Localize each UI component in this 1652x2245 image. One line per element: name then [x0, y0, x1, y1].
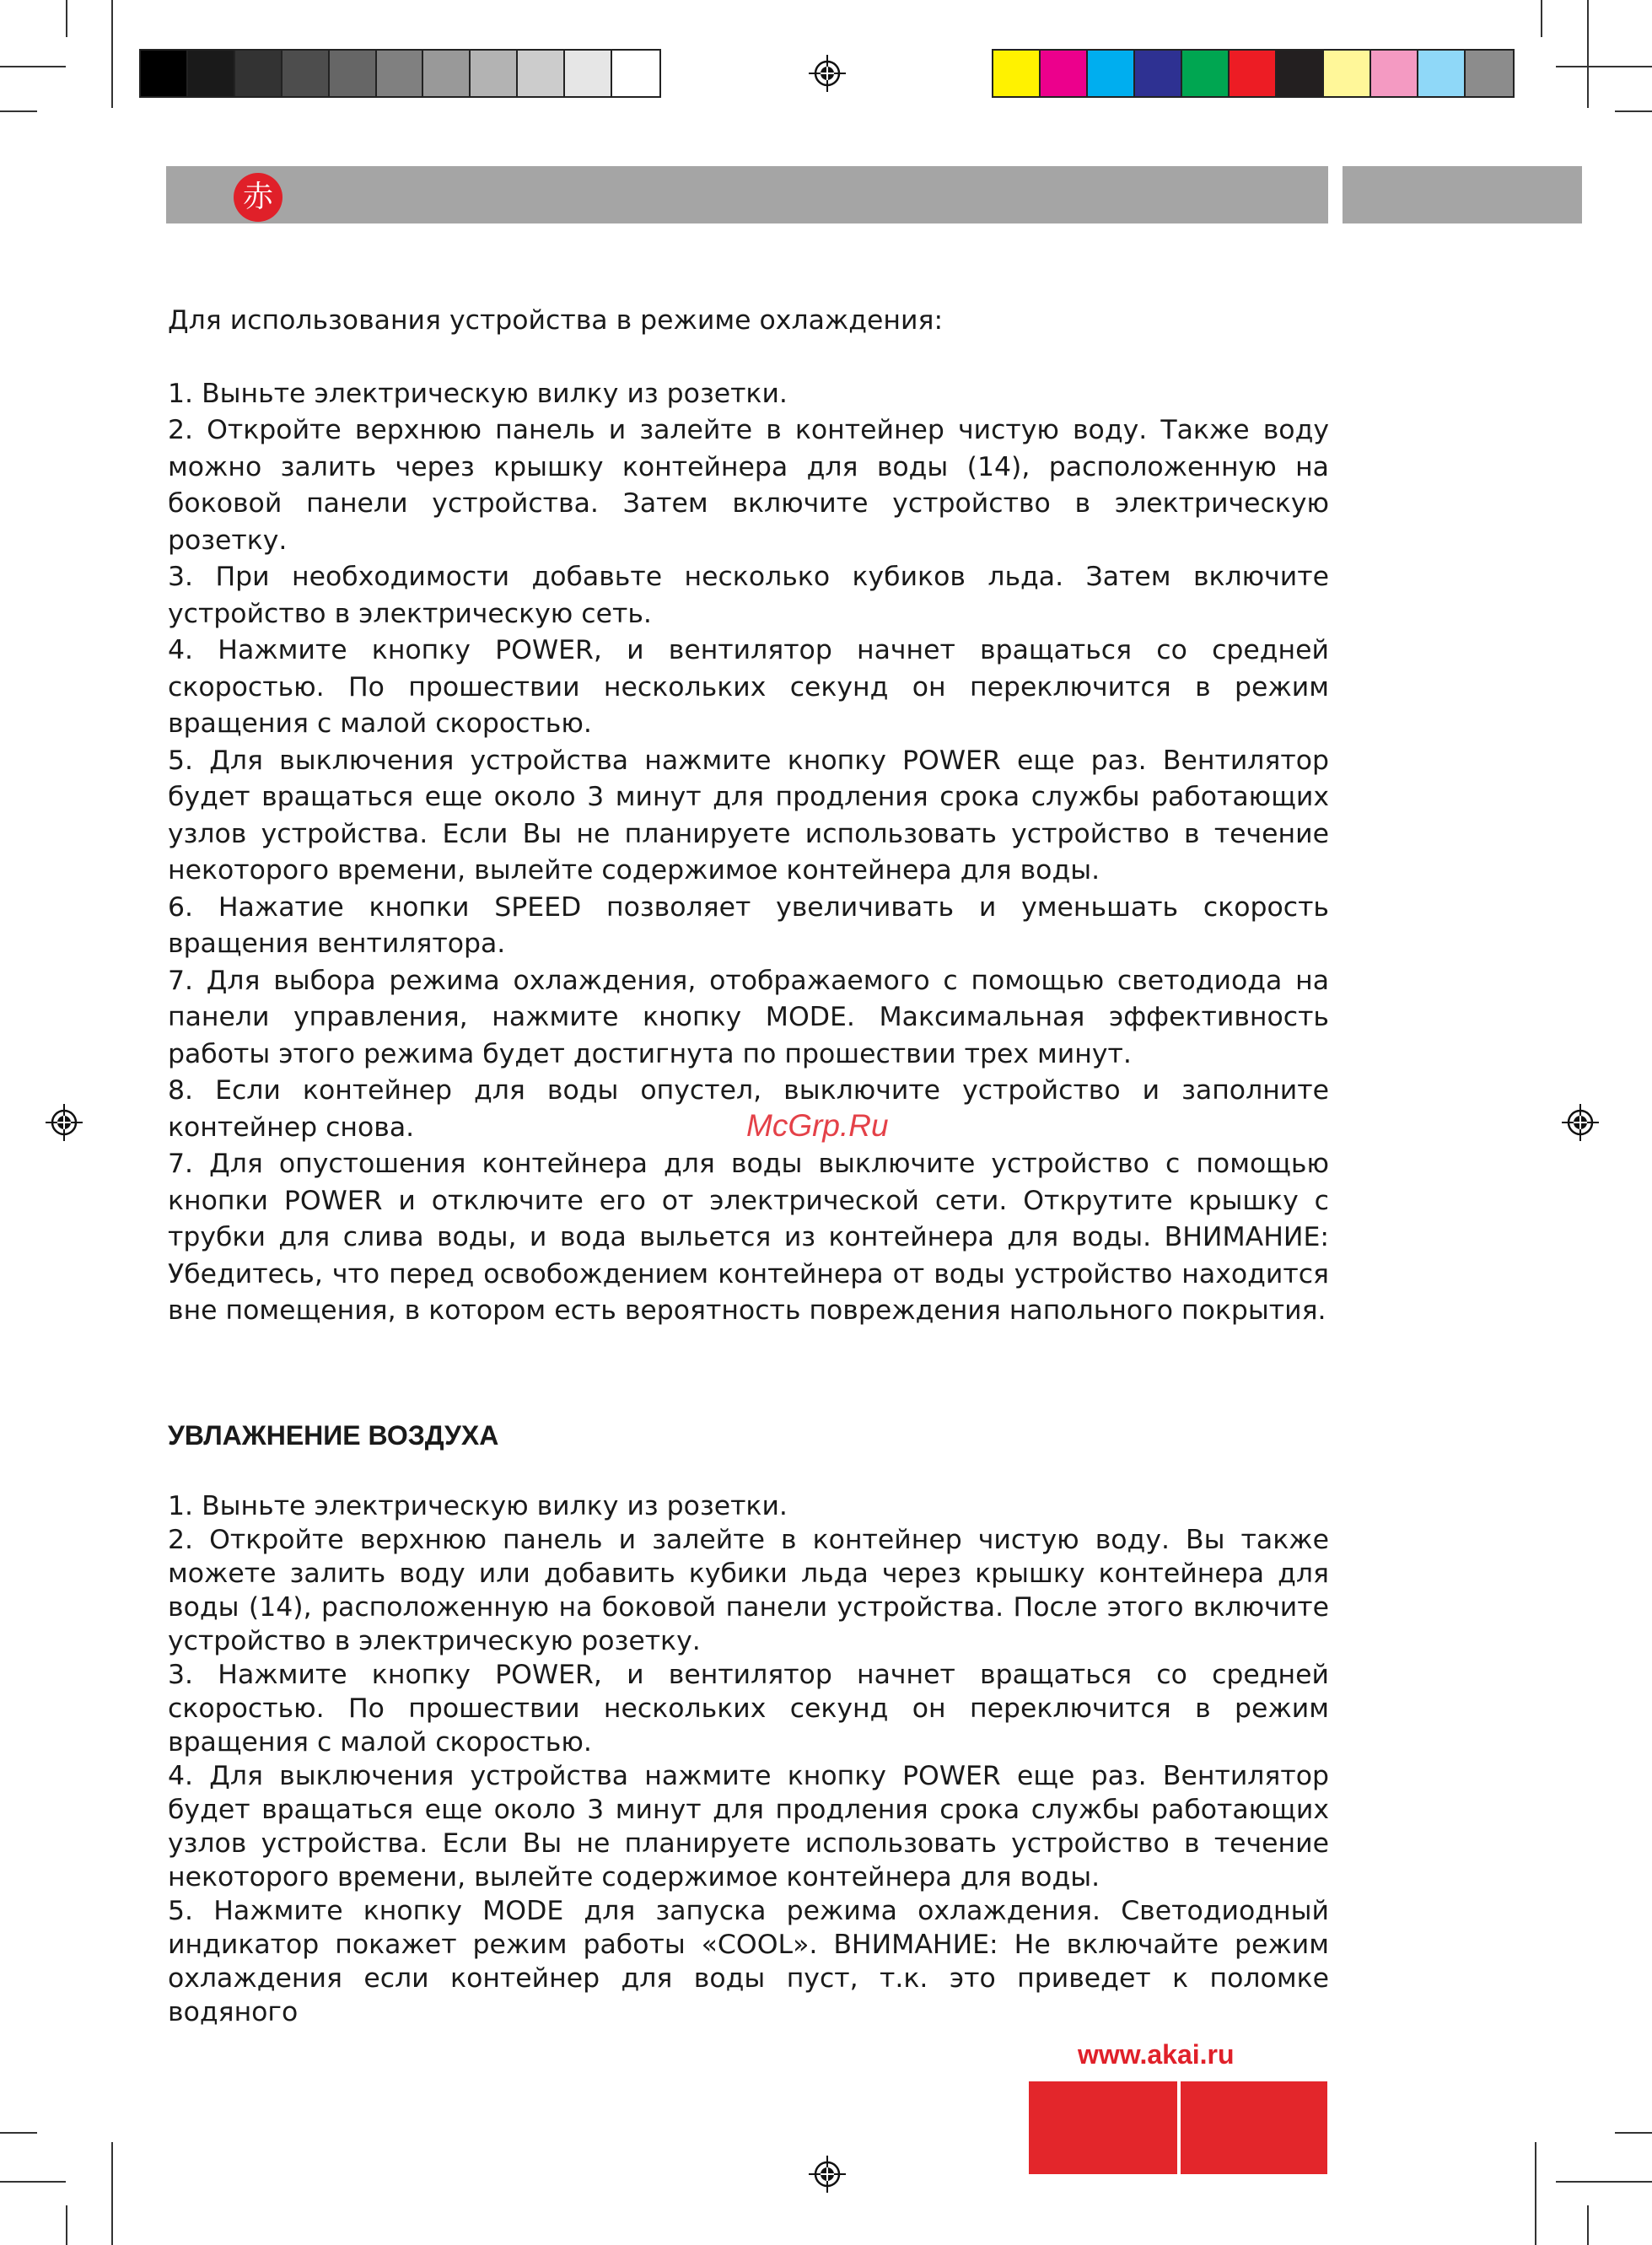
crop-mark: [1615, 2132, 1652, 2134]
color-swatch: [283, 51, 330, 96]
cooling-intro: Для использования устройства в режиме охлаждения:: [168, 305, 944, 336]
crop-mark: [1556, 2181, 1652, 2183]
color-swatch: [1041, 51, 1088, 96]
color-swatch: [235, 51, 283, 96]
color-swatch: [1135, 51, 1182, 96]
cooling-step: 7. Для выбора режима охлаждения, отображаемого с помощью светодиода на панели управления, нажмите кнопку MODE. Максимальная эффективность работы этого режима будет достигнута по прошествии трех минут.: [168, 965, 1329, 1069]
footer-brand-block: [1029, 2081, 1177, 2174]
registration-mark-icon: [809, 55, 846, 92]
color-swatch: [377, 51, 424, 96]
crop-mark: [0, 2132, 37, 2134]
registration-mark-icon: [46, 1104, 83, 1141]
crop-mark: [1556, 66, 1652, 67]
color-swatch: [188, 51, 235, 96]
color-swatch: [565, 51, 612, 96]
brand-logo-icon: 赤: [234, 173, 283, 222]
humidify-step: 2. Откройте верхнюю панель и залейте в контейнер чистую воду. Вы также можете залить воду или добавить кубики льда через крышку контейнера для воды (14), расположенную на боковой панели устройства. После этого включите устройство в электрическую розетку.: [168, 1524, 1329, 1656]
humidify-step: 1. Выньте электрическую вилку из розетки.: [168, 1490, 788, 1521]
cooling-step: 1. Выньте электрическую вилку из розетки.: [168, 378, 788, 409]
crop-mark: [111, 2142, 113, 2245]
color-swatch: [471, 51, 518, 96]
manual-content: [168, 303, 1329, 2029]
cooling-steps: [168, 376, 1329, 1330]
header-bar: [166, 166, 1328, 223]
color-swatch: [1088, 51, 1135, 96]
color-swatch: [1466, 51, 1513, 96]
crop-mark: [66, 2205, 67, 2245]
crop-mark: [111, 0, 113, 108]
color-swatch: [993, 51, 1041, 96]
crop-mark: [1541, 0, 1542, 37]
cooling-step: 4. Нажмите кнопку POWER, и вентилятор начнет вращаться со средней скоростью. По прошествии нескольких секунд он переключится в режим вращения с малой скоростью.: [168, 635, 1329, 739]
humidify-step: 4. Для выключения устройства нажмите кнопку POWER еще раз. Вентилятор будет вращаться еще около 3 минут для продления срока службы работающих узлов устройства. Если Вы не планируете использовать устройство в течение некоторого времени, вылейте содержимое контейнера для воды.: [168, 1760, 1329, 1892]
registration-mark-icon: [1562, 1104, 1599, 1141]
color-swatch: [1230, 51, 1277, 96]
color-swatch: [1371, 51, 1418, 96]
color-swatch: [423, 51, 471, 96]
section-title-humidify: УВЛАЖНЕНИЕ ВОЗДУХА: [168, 1419, 499, 1451]
crop-mark: [0, 2181, 66, 2183]
crop-mark: [0, 66, 66, 67]
color-swatch: [612, 51, 659, 96]
header-bar-tab: [1343, 166, 1582, 223]
cooling-step: 8. Если контейнер для воды опустел, выключите устройство и заполните контейнер снова.: [168, 1075, 1329, 1143]
crop-mark: [1535, 2142, 1536, 2245]
crop-mark: [1587, 2205, 1589, 2245]
website-link[interactable]: www.akai.ru: [1078, 2039, 1235, 2070]
cooling-step: 2. Откройте верхнюю панель и залейте в контейнер чистую воду. Также воду можно залить через крышку контейнера для воды (14), расположенную на боковой панели устройства. Затем включите устройство в электрическую розетку.: [168, 415, 1329, 556]
color-swatch: [330, 51, 377, 96]
humidify-step: 5. Нажмите кнопку MODE для запуска режима охлаждения. Светодиодный индикатор покажет режим работы «COOL». ВНИМАНИЕ: Не включайте режим охлаждения если контейнер для воды пуст, т.к. это приведет к поломке водяного: [168, 1895, 1329, 2027]
process-color-bar: [992, 49, 1515, 98]
color-swatch: [1418, 51, 1466, 96]
crop-mark: [1587, 0, 1589, 108]
grayscale-color-bar: [139, 49, 661, 98]
color-swatch: [1182, 51, 1230, 96]
color-swatch: [141, 51, 188, 96]
crop-mark: [0, 110, 37, 112]
crop-mark: [66, 0, 67, 37]
humidify-step: 3. Нажмите кнопку POWER, и вентилятор начнет вращаться со средней скоростью. По прошествии нескольких секунд он переключится в режим вращения с малой скоростью.: [168, 1659, 1329, 1758]
humidify-steps: [168, 1489, 1329, 2029]
watermark: McGrp.Ru: [746, 1108, 889, 1143]
crop-mark: [1615, 110, 1652, 112]
cooling-step: 7. Для опустошения контейнера для воды выключите устройство с помощью кнопки POWER и отключите его от электрической сети. Открутите крышку с трубки для слива воды, и вода выльется из контейнера для воды. ВНИМАНИЕ: Убедитесь, что перед освобождением контейнера от воды устройство находится вне помещения, в котором есть вероятность повреждения напольного покрытия.: [168, 1149, 1329, 1326]
footer-brand-block: [1181, 2081, 1327, 2174]
registration-mark-icon: [809, 2156, 846, 2193]
cooling-step: 6. Нажатие кнопки SPEED позволяет увеличивать и уменьшать скорость вращения вентилятора.: [168, 891, 1329, 959]
cooling-step: 5. Для выключения устройства нажмите кнопку POWER еще раз. Вентилятор будет вращаться еще около 3 минут для продления срока службы работающих узлов устройства. Если Вы не планируете использовать устройство в течение некоторого времени, вылейте содержимое контейнера для воды.: [168, 745, 1329, 886]
color-swatch: [518, 51, 565, 96]
color-swatch: [1324, 51, 1371, 96]
cooling-step: 3. При необходимости добавьте несколько кубиков льда. Затем включите устройство в электрическую сеть.: [168, 562, 1329, 629]
color-swatch: [1277, 51, 1324, 96]
